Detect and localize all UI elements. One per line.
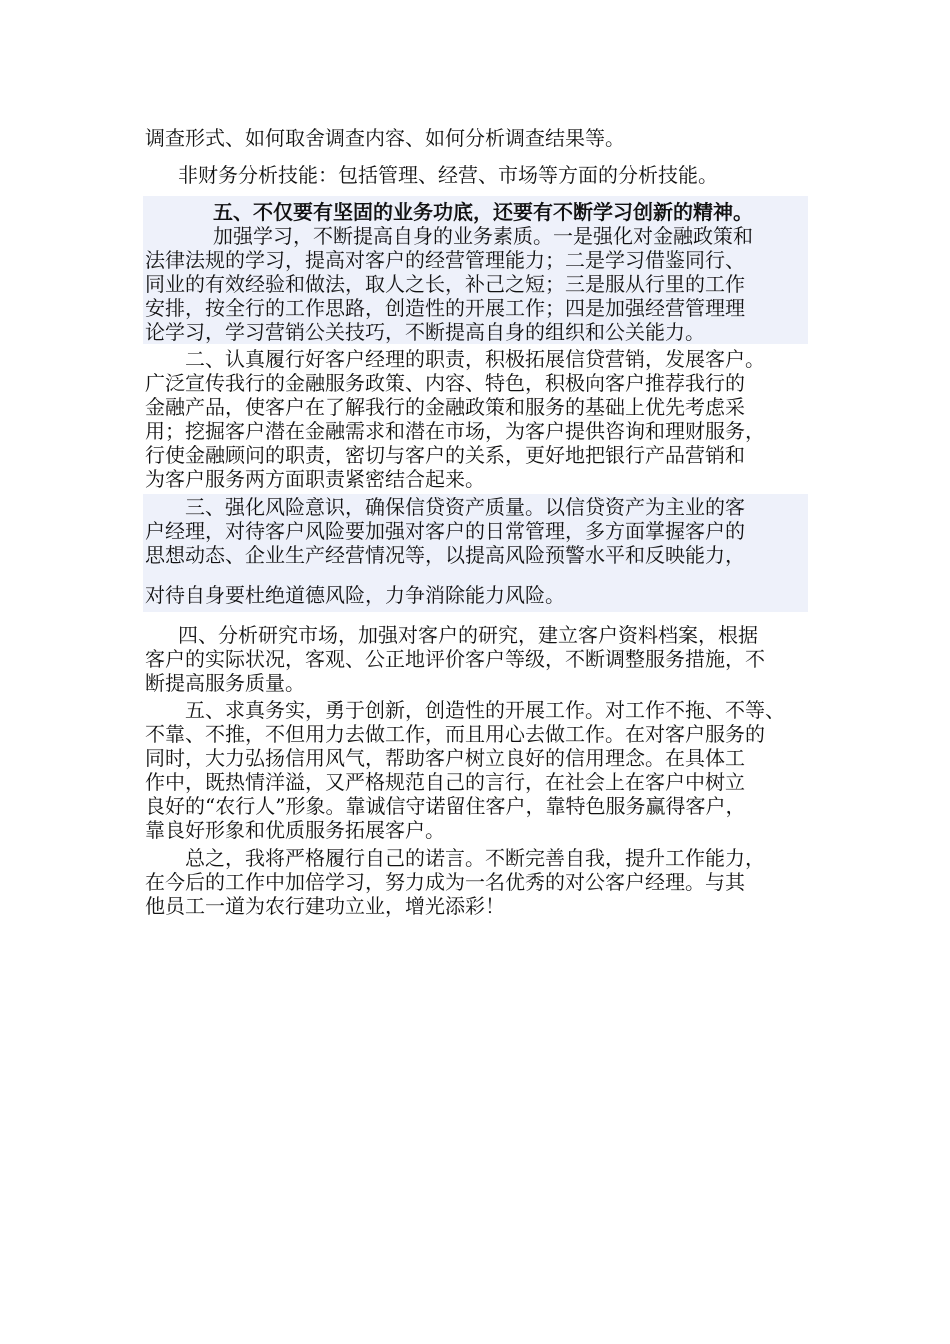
text-line: 三、强化风险意识，确保信贷资产质量。以信贷资产为主业的客	[185, 495, 745, 519]
text-line: 广泛宣传我行的金融服务政策、内容、特色，积极向客户推荐我行的	[145, 371, 745, 395]
text-line: 金融产品，使客户在了解我行的金融政策和服务的基础上优先考虑采	[145, 395, 745, 419]
text-line: 二、认真履行好客户经理的职责，积极拓展信贷营销，发展客户。	[185, 347, 765, 371]
text-line: 同业的有效经验和做法，取人之长，补己之短；三是服从行里的工作	[145, 272, 745, 296]
text-line: 总之，我将严格履行自己的诺言。不断完善自我，提升工作能力，	[185, 846, 765, 870]
text-line: 非财务分析技能：包括管理、经营、市场等方面的分析技能。	[178, 163, 718, 187]
text-line: 论学习，学习营销公关技巧，不断提高自身的组织和公关能力。	[145, 320, 705, 344]
text-line: 调查形式、如何取舍调查内容、如何分析调查结果等。	[145, 126, 625, 150]
text-line: 安排，按全行的工作思路，创造性的开展工作；四是加强经营管理理	[145, 296, 745, 320]
text-line: 靠良好形象和优质服务拓展客户。	[145, 818, 445, 842]
text-line: 用；挖掘客户潜在金融需求和潜在市场，为客户提供咨询和理财服务，	[145, 419, 765, 443]
text-line: 断提高服务质量。	[145, 671, 305, 695]
section-heading: 五、不仅要有坚固的业务功底，还要有不断学习创新的精神。	[213, 200, 753, 224]
text-line: 思想动态、企业生产经营情况等，以提高风险预警水平和反映能力，	[145, 543, 745, 567]
text-line: 客户的实际状况，客观、公正地评价客户等级，不断调整服务措施，不	[145, 647, 765, 671]
text-line: 五、求真务实，勇于创新，创造性的开展工作。对工作不拖、不等、	[185, 698, 785, 722]
text-line: 四、分析研究市场，加强对客户的研究，建立客户资料档案，根据	[178, 623, 758, 647]
text-line: 他员工一道为农行建功立业，增光添彩！	[145, 894, 505, 918]
text-line: 户经理，对待客户风险要加强对客户的日常管理，多方面掌握客户的	[145, 519, 745, 543]
text-line: 同时，大力弘扬信用风气，帮助客户树立良好的信用理念。在具体工	[145, 746, 745, 770]
text-line: 法律法规的学习，提高对客户的经营管理能力；二是学习借鉴同行、	[145, 248, 745, 272]
text-line: 加强学习，不断提高自身的业务素质。一是强化对金融政策和	[213, 224, 753, 248]
text-line: 作中，既热情洋溢，又严格规范自己的言行，在社会上在客户中树立	[145, 770, 745, 794]
text-line: 对待自身要杜绝道德风险，力争消除能力风险。	[145, 583, 565, 607]
text-line: 不靠、不推，不但用力去做工作，而且用心去做工作。在对客户服务的	[145, 722, 765, 746]
text-line: 行使金融顾问的职责，密切与客户的关系，更好地把银行产品营销和	[145, 443, 745, 467]
text-line: 良好的“农行人”形象。靠诚信守诺留住客户，靠特色服务赢得客户，	[145, 794, 746, 818]
text-line: 在今后的工作中加倍学习，努力成为一名优秀的对公客户经理。与其	[145, 870, 745, 894]
text-line: 为客户服务两方面职责紧密结合起来。	[145, 467, 485, 491]
